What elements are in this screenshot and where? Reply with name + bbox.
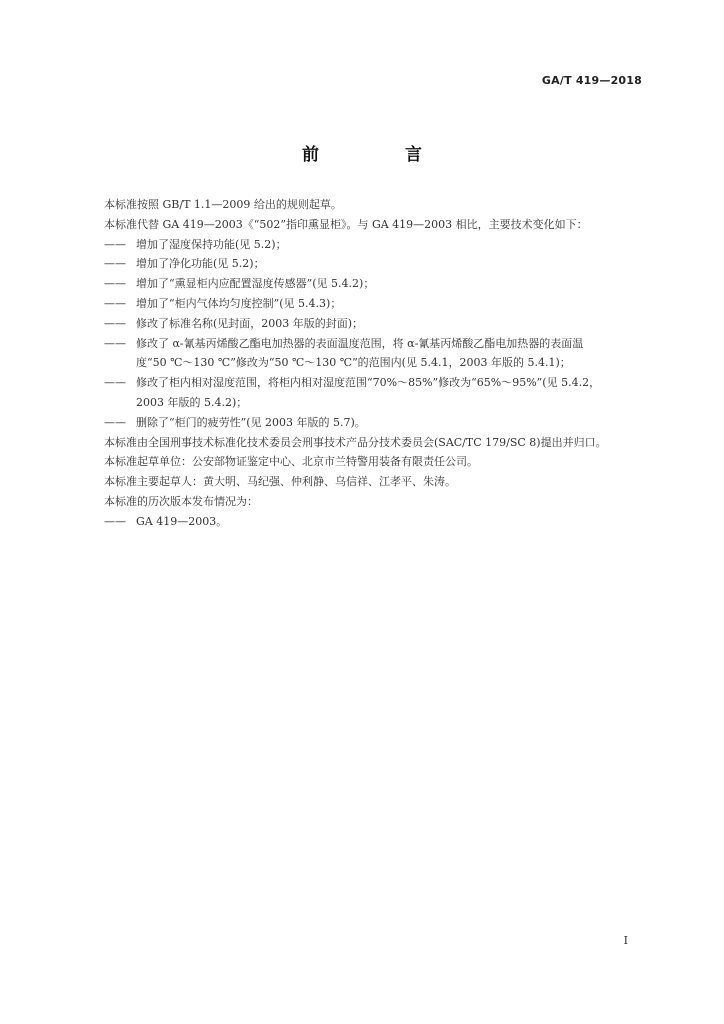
paragraph-replacement: 本标准代替 GA 419—2003《“502”指印熏显柜》。与 GA 419—2003 相比，主要技术变化如下： [104,217,588,231]
page-title: 前 言 [302,145,462,165]
change-item: —— 增加了湿度保持功能(见 5.2)； [104,237,287,251]
change-item: —— 修改了柜内相对湿度范围，将柜内相对湿度范围“70%～85%”修改为“65%～95%”(见 5.4.2， 2003 年版的 5.4.2)； [104,376,601,409]
change-item: —— 修改了标准名称(见封面，2003 年版的封面)； [104,316,364,330]
change-item: —— 增加了净化功能(见 5.2)； [104,257,265,271]
change-item: —— 增加了“熏显柜内应配置湿度传感器”(见 5.4.2)； [104,277,375,291]
standard-number: GA/T 419—2018 [541,74,642,87]
paragraph-history-intro: 本标准的历次版本发布情况为： [104,494,258,508]
paragraph-drafters: 本标准主要起草人：黄大明、马纪强、仲利静、乌信祥、江孝平、朱涛。 [104,475,456,489]
history-item: —— GA 419—2003。 [104,514,228,528]
change-item: —— 删除了“柜门的疲劳性”(见 2003 年版的 5.7)。 [104,415,366,429]
foreword-body [82,195,642,532]
paragraph-proposer: 本标准由全国刑事技术标准化技术委员会刑事技术产品分技术委员会(SAC/TC 179/SC 8)提出并归口。 [104,435,607,449]
change-item: —— 修改了 α-氰基丙烯酸乙酯电加热器的表面温度范围，将 α-氰基丙烯酸乙酯电加热器的表面温 度“50 ℃～130 ℃”修改为“50 ℃～130 ℃”的范围内(见 5.4.1，2003 年版的 5.4.1)； [104,336,584,370]
change-item: —— 增加了“柜内气体均匀度控制”(见 5.4.3)； [104,296,342,310]
paragraph-drafting-units: 本标准起草单位：公安部物证鉴定中心、北京市兰特警用装备有限责任公司。 [104,455,478,469]
page-number: I [623,934,628,947]
paragraph-drafting-rules: 本标准按照 GB/T 1.1—2009 给出的规则起草。 [104,198,342,211]
